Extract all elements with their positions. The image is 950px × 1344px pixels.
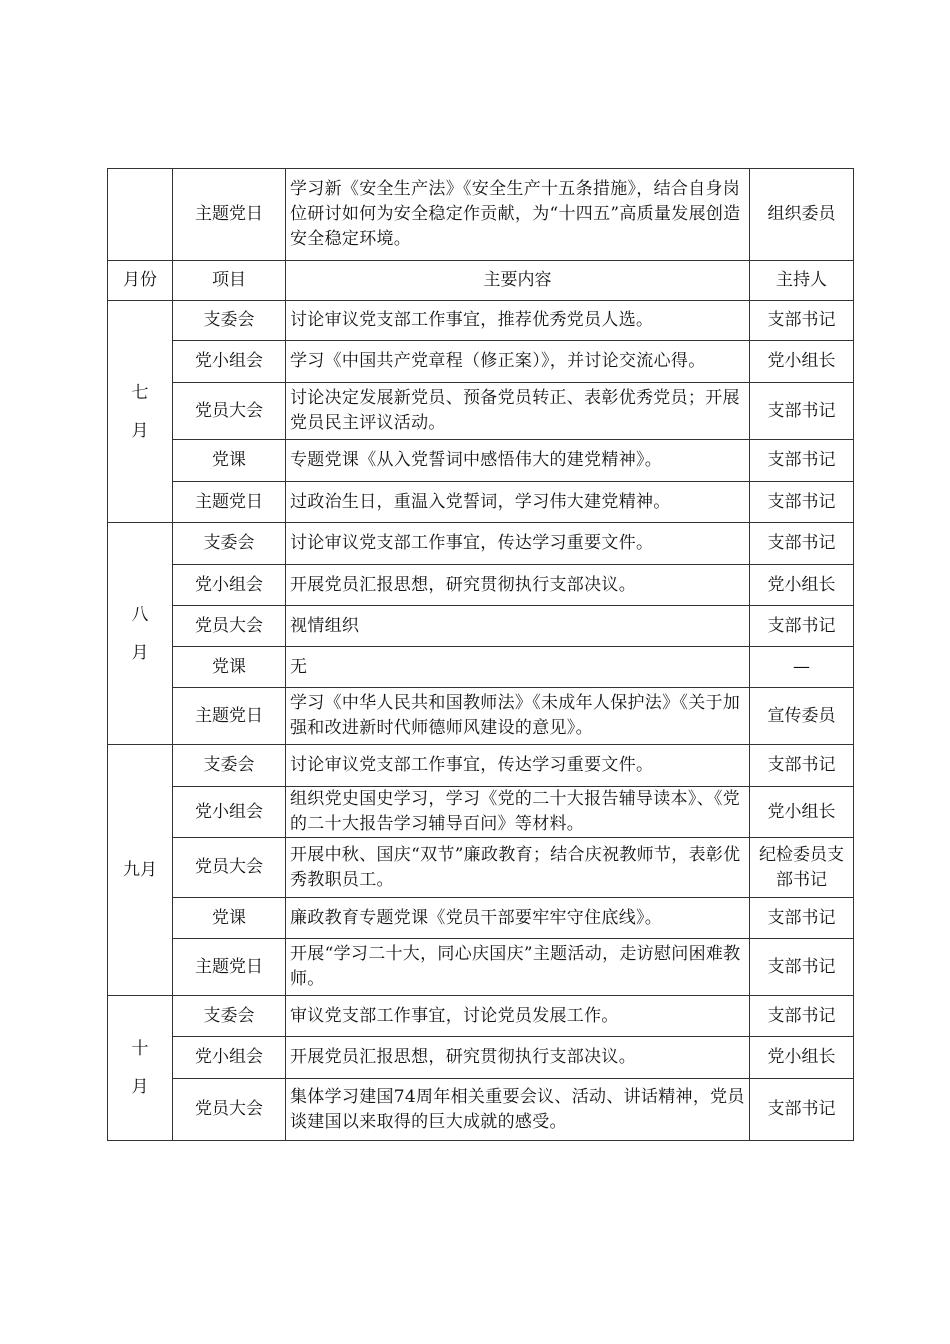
table-row bbox=[108, 787, 854, 838]
content-cell: 无 bbox=[286, 647, 750, 688]
item-cell: 党员大会 bbox=[173, 606, 286, 647]
month-char: 月 bbox=[131, 642, 149, 663]
item-cell: 党员大会 bbox=[173, 1079, 286, 1141]
month-cell-july bbox=[108, 301, 173, 523]
table-row bbox=[108, 745, 854, 787]
table-row bbox=[108, 440, 854, 482]
header-content: 主要内容 bbox=[286, 261, 750, 301]
table-row bbox=[108, 939, 854, 996]
table-row bbox=[108, 383, 854, 440]
item-cell: 支委会 bbox=[173, 996, 286, 1037]
content-cell: 开展“学习二十大，同心庆国庆”主题活动，走访慰问困难教师。 bbox=[286, 939, 750, 996]
table-row bbox=[108, 523, 854, 565]
item-cell: 主题党日 bbox=[173, 169, 286, 261]
item-cell: 党员大会 bbox=[173, 383, 286, 440]
item-cell: 主题党日 bbox=[173, 939, 286, 996]
month-char: 七 bbox=[131, 382, 149, 403]
table-row bbox=[108, 341, 854, 383]
host-cell: 支部书记 bbox=[750, 939, 854, 996]
table-row bbox=[108, 565, 854, 606]
month-cell-october bbox=[108, 996, 173, 1141]
content-cell: 开展党员汇报思想，研究贯彻执行支部决议。 bbox=[286, 1037, 750, 1079]
content-cell: 学习《中华人民共和国教师法》《未成年人保护法》《关于加强和改进新时代师德师风建设的意见》。 bbox=[286, 688, 750, 745]
host-cell: 支部书记 bbox=[750, 606, 854, 647]
month-char: 八 bbox=[131, 604, 149, 625]
host-cell: 支部书记 bbox=[750, 898, 854, 939]
content-cell: 组织党史国史学习，学习《党的二十大报告辅导读本》、《党的二十大报告学习辅导百问》等材料。 bbox=[286, 787, 750, 838]
content-cell: 学习《中国共产党章程（修正案）》，并讨论交流心得。 bbox=[286, 341, 750, 383]
item-cell: 主题党日 bbox=[173, 482, 286, 523]
table-row bbox=[108, 688, 854, 745]
table-row bbox=[108, 898, 854, 939]
table-row bbox=[108, 301, 854, 341]
host-cell: 支部书记 bbox=[750, 440, 854, 482]
table-header-row bbox=[108, 261, 854, 301]
item-cell: 党小组会 bbox=[173, 565, 286, 606]
item-cell: 支委会 bbox=[173, 523, 286, 565]
month-char: 月 bbox=[131, 1077, 149, 1097]
header-item: 项目 bbox=[173, 261, 286, 301]
table-row bbox=[108, 1037, 854, 1079]
table-row bbox=[108, 482, 854, 523]
item-cell: 党课 bbox=[173, 440, 286, 482]
content-cell: 学习新《安全生产法》《安全生产十五条措施》，结合自身岗位研讨如何为安全稳定作贡献，为“十四五”高质量发展创造安全稳定环境。 bbox=[286, 169, 750, 261]
host-cell: 支部书记 bbox=[750, 523, 854, 565]
item-cell: 支委会 bbox=[173, 301, 286, 341]
header-host: 主持人 bbox=[750, 261, 854, 301]
month-cell-august bbox=[108, 523, 173, 745]
table-row bbox=[108, 606, 854, 647]
item-cell: 党员大会 bbox=[173, 838, 286, 898]
table-row bbox=[108, 647, 854, 688]
item-cell: 主题党日 bbox=[173, 688, 286, 745]
host-cell: 支部书记 bbox=[750, 996, 854, 1037]
host-cell: 党小组长 bbox=[750, 787, 854, 838]
table-row bbox=[108, 1079, 854, 1141]
content-cell: 讨论审议党支部工作事宜，传达学习重要文件。 bbox=[286, 745, 750, 787]
item-cell: 支委会 bbox=[173, 745, 286, 787]
host-cell: 宣传委员 bbox=[750, 688, 854, 745]
content-cell: 讨论审议党支部工作事宜，传达学习重要文件。 bbox=[286, 523, 750, 565]
host-cell: 支部书记 bbox=[750, 383, 854, 440]
month-char: 月 bbox=[131, 420, 149, 441]
content-cell: 讨论审议党支部工作事宜，推荐优秀党员人选。 bbox=[286, 301, 750, 341]
content-cell: 开展中秋、国庆“双节”廉政教育；结合庆祝教师节，表彰优秀教职员工。 bbox=[286, 838, 750, 898]
table-row bbox=[108, 169, 854, 261]
content-cell: 廉政教育专题党课《党员干部要牢牢守住底线》。 bbox=[286, 898, 750, 939]
content-cell: 过政治生日，重温入党誓词，学习伟大建党精神。 bbox=[286, 482, 750, 523]
content-cell: 集体学习建国74周年相关重要会议、活动、讲话精神，党员谈建国以来取得的巨大成就的感受。 bbox=[286, 1079, 750, 1141]
item-cell: 党小组会 bbox=[173, 787, 286, 838]
month-cell-september: 九月 bbox=[108, 745, 173, 996]
content-cell: 讨论决定发展新党员、预备党员转正、表彰优秀党员；开展党员民主评议活动。 bbox=[286, 383, 750, 440]
party-activity-schedule-table bbox=[107, 168, 854, 1141]
host-cell: 支部书记 bbox=[750, 1079, 854, 1141]
host-cell: 支部书记 bbox=[750, 745, 854, 787]
host-cell: 党小组长 bbox=[750, 1037, 854, 1079]
content-cell: 审议党支部工作事宜，讨论党员发展工作。 bbox=[286, 996, 750, 1037]
item-cell: 党小组会 bbox=[173, 341, 286, 383]
host-cell: 支部书记 bbox=[750, 482, 854, 523]
table-row bbox=[108, 996, 854, 1037]
content-cell: 开展党员汇报思想，研究贯彻执行支部决议。 bbox=[286, 565, 750, 606]
item-cell: 党课 bbox=[173, 898, 286, 939]
item-cell: 党小组会 bbox=[173, 1037, 286, 1079]
host-cell: 党小组长 bbox=[750, 565, 854, 606]
table-row bbox=[108, 838, 854, 898]
month-cell-empty bbox=[108, 169, 173, 261]
content-cell: 视情组织 bbox=[286, 606, 750, 647]
content-cell: 专题党课《从入党誓词中感悟伟大的建党精神》。 bbox=[286, 440, 750, 482]
host-cell: 纪检委员支部书记 bbox=[750, 838, 854, 898]
month-char: 十 bbox=[131, 1039, 149, 1059]
header-month: 月份 bbox=[108, 261, 173, 301]
host-cell: — bbox=[750, 647, 854, 688]
host-cell: 党小组长 bbox=[750, 341, 854, 383]
item-cell: 党课 bbox=[173, 647, 286, 688]
host-cell: 组织委员 bbox=[750, 169, 854, 261]
host-cell: 支部书记 bbox=[750, 301, 854, 341]
